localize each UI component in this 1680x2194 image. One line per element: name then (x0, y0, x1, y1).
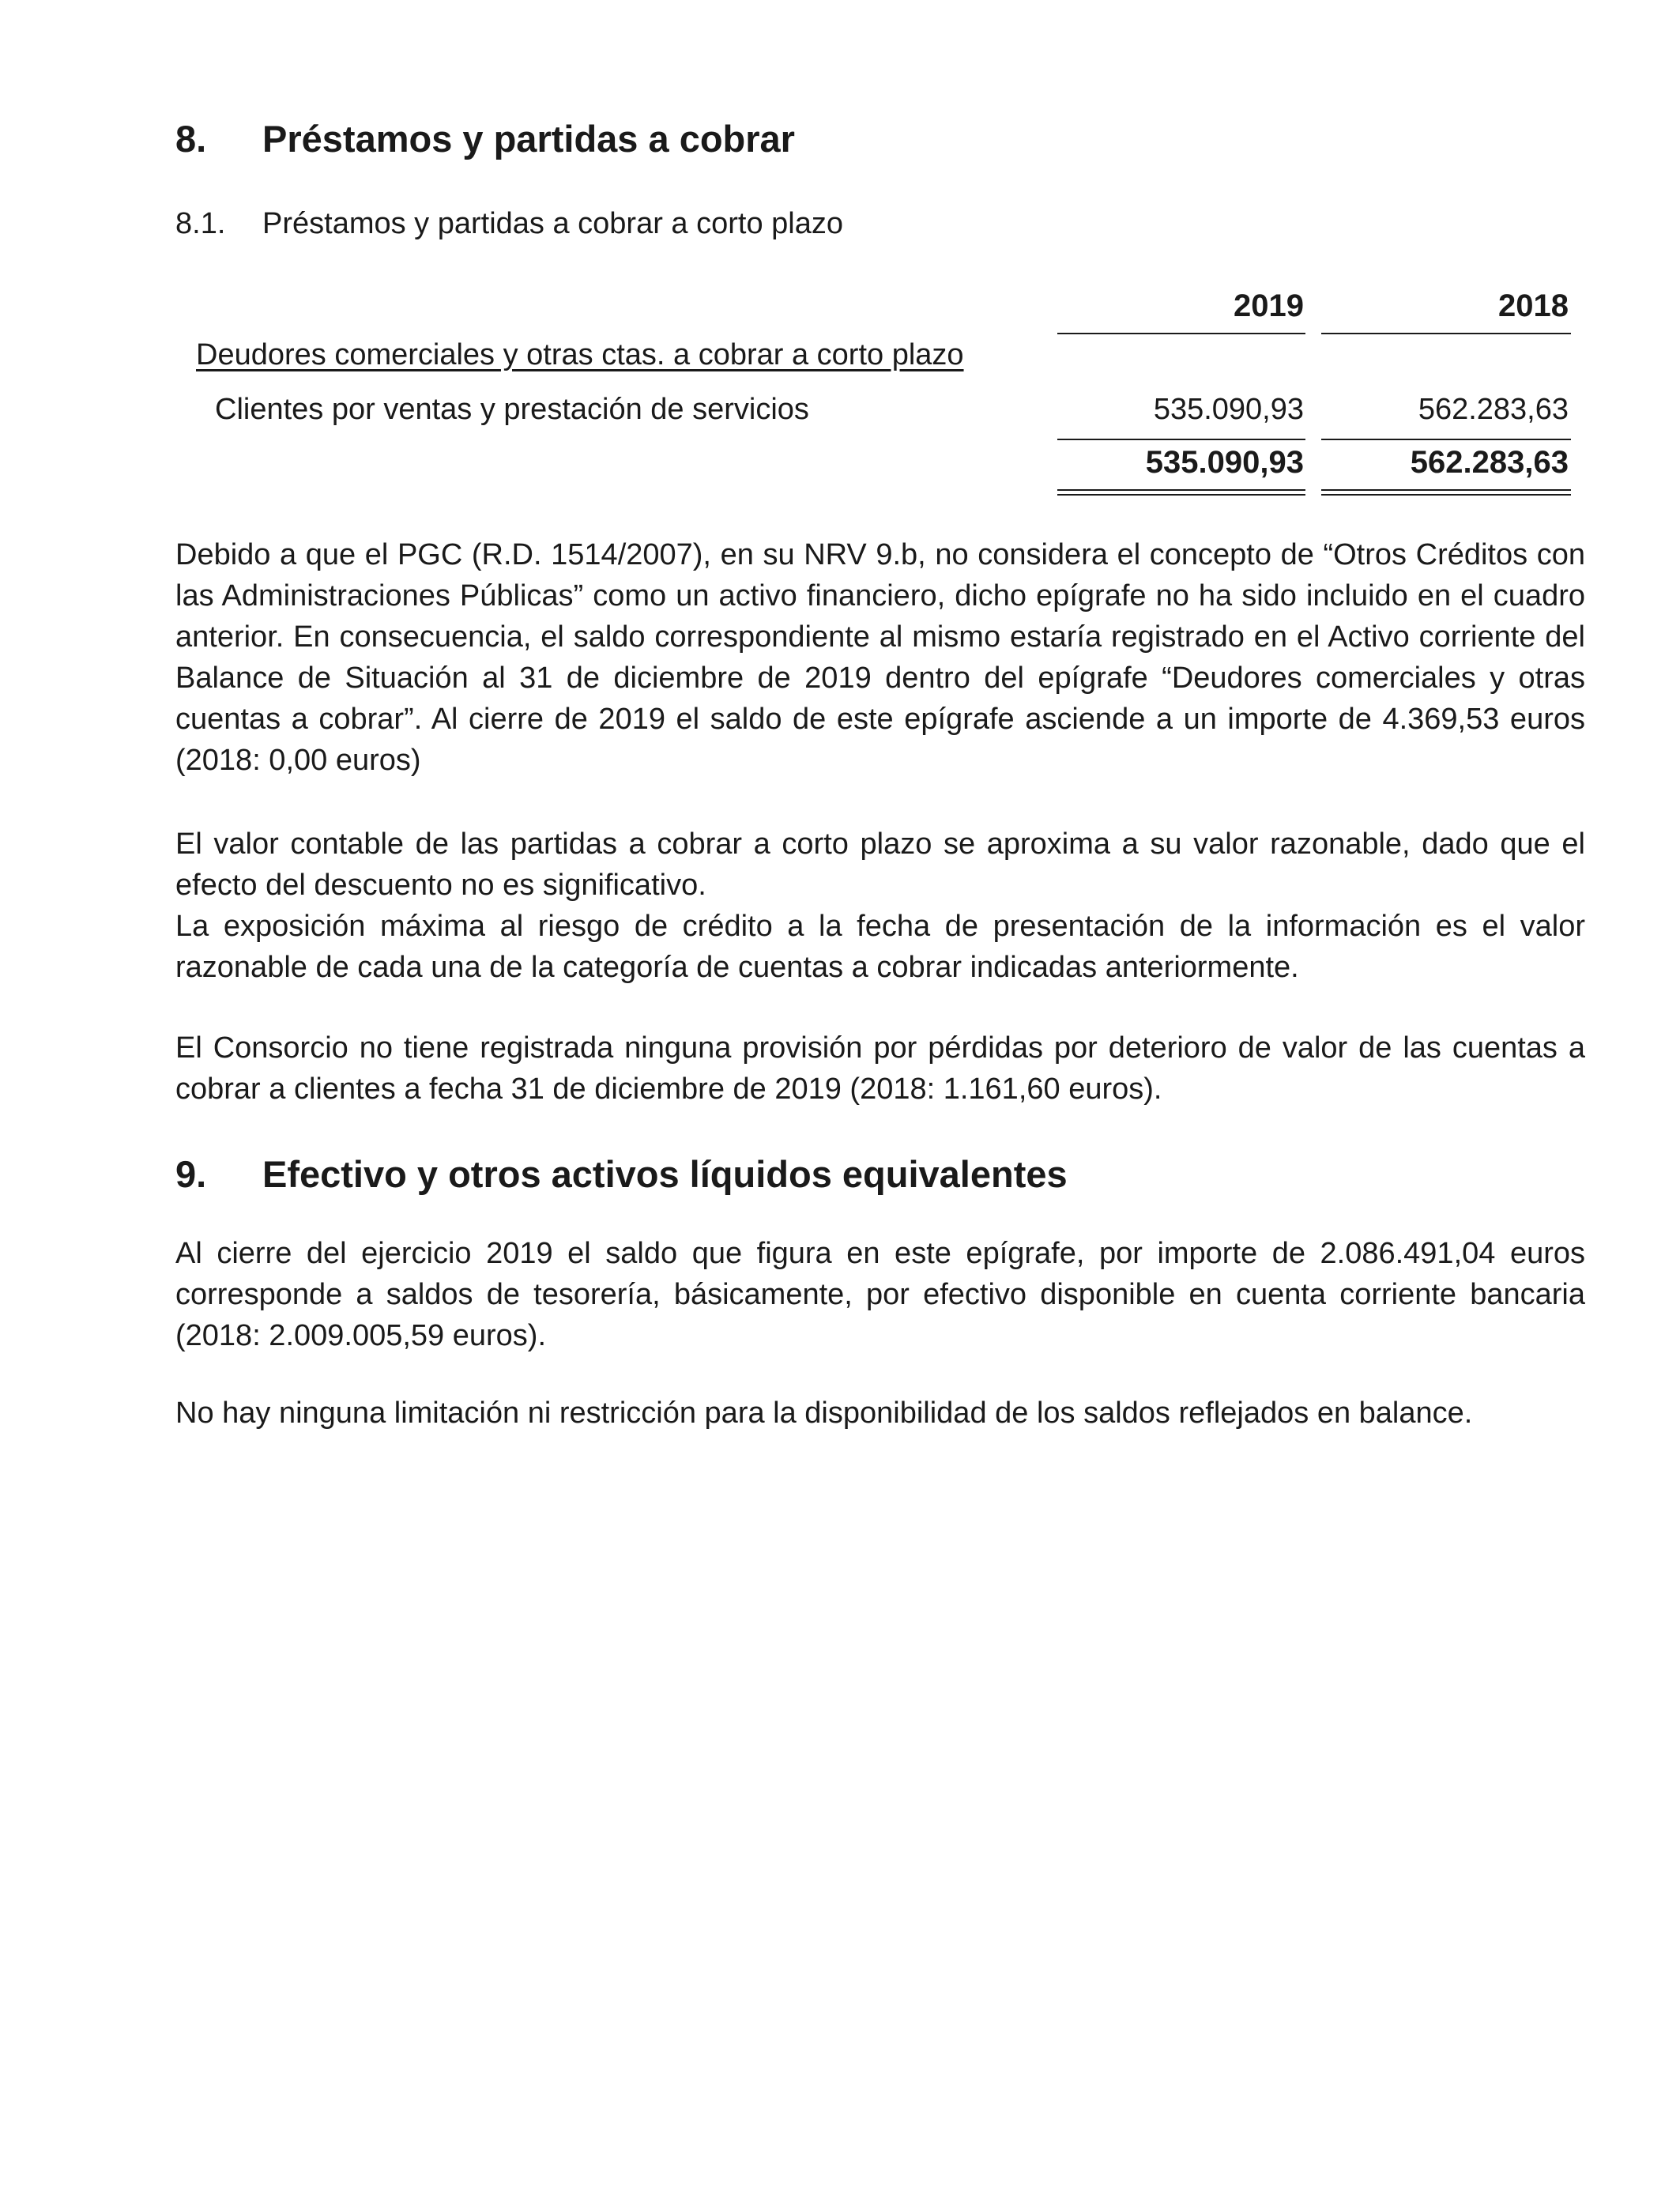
total-double-rule-b-2018 (1321, 494, 1571, 496)
table-total-2019: 535.090,93 (1145, 445, 1304, 480)
paragraph-no-restriction: No hay ninguna limitación ni restricción para la disponibilidad de los saldos reflejados en balance. (175, 1397, 1473, 1430)
paragraph-fair-value: El valor contable de las partidas a cobrar a corto plazo se aproxima a su valor razonable, dado que el efecto del descuento no es significativo. (175, 827, 1585, 902)
table-row-label: Clientes por ventas y prestación de servicios (215, 393, 809, 426)
table-total-2018: 562.283,63 (1410, 445, 1569, 480)
paragraph-pgc-note: Debido a que el PGC (R.D. 1514/2007), en su NRV 9.b, no considera el concepto de “Otros Créditos con las Administraciones Públicas” como un activo financiero, dicho epígrafe no ha sido incluido en el cuadro anterior. En consecuencia, el saldo correspondiente al mismo estaría registrado en el Activo corriente del Balance de Situación al 31 de diciembre de 2019 dentro del epígrafe “Deudores comerciales y otras cuentas a cobrar”. Al cierre de 2019 el saldo de este epígrafe asciende a un importe de 4.369,53 euros (2018: 0,00 euros) (175, 538, 1585, 777)
section-8-1-title: Préstamos y partidas a cobrar a corto plazo (262, 207, 844, 240)
section-8-number: 8. (175, 118, 207, 160)
total-top-rule-2019 (1057, 439, 1305, 440)
table-row-value-2018: 562.283,63 (1418, 393, 1569, 426)
section-9-number: 9. (175, 1153, 207, 1195)
header-rule-2019 (1057, 333, 1305, 334)
total-top-rule-2018 (1321, 439, 1571, 440)
table-section-label: Deudores comerciales y otras ctas. a cobrar a corto plazo (196, 338, 964, 371)
table-row-value-2019: 535.090,93 (1153, 393, 1304, 426)
column-header-2019: 2019 (1234, 288, 1304, 323)
header-rule-2018 (1321, 333, 1571, 334)
total-double-rule-b-2019 (1057, 494, 1305, 496)
paragraph-credit-risk: La exposición máxima al riesgo de crédito a la fecha de presentación de la información es el valor razonable de cada una de la categoría de cuentas a cobrar indicadas anteriormente. (175, 910, 1585, 984)
paragraph-provision: El Consorcio no tiene registrada ninguna provisión por pérdidas por deterioro de valor de las cuentas a cobrar a clientes a fecha 31 de diciembre de 2019 (2018: 1.161,60 euros). (175, 1031, 1585, 1106)
section-8-1-number: 8.1. (175, 207, 226, 240)
column-header-2018: 2018 (1498, 288, 1569, 323)
section-8-title: Préstamos y partidas a cobrar (262, 118, 795, 160)
total-double-rule-a-2019 (1057, 489, 1305, 491)
paragraph-cash-balance: Al cierre del ejercicio 2019 el saldo que figura en este epígrafe, por importe de 2.086.491,04 euros corresponde a saldos de tesorería, básicamente, por efectivo disponible en cuenta corriente bancaria (2018: 2.009.005,59 euros). (175, 1237, 1585, 1352)
section-9-title: Efectivo y otros activos líquidos equivalentes (262, 1153, 1068, 1195)
section-8-1-heading (175, 207, 844, 241)
total-double-rule-a-2018 (1321, 489, 1571, 491)
